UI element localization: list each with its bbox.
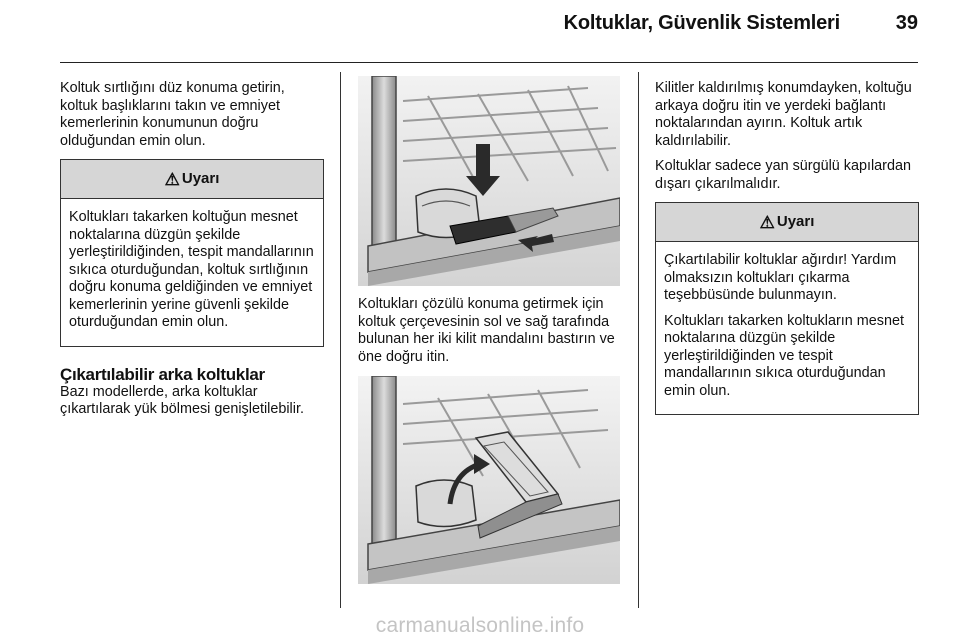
warning-header: [61, 160, 323, 199]
page-number: 39: [895, 12, 918, 34]
warning-triangle-icon: ⚠: [759, 212, 775, 232]
header-rule: [60, 62, 918, 63]
warning-text-install: Koltukları takarken koltukların mesnet noktalarına düzgün şekilde yerleştirildiğinden ve tespit mandallarının sıkıca oturduğundan emin olun.: [664, 312, 904, 399]
warning-text: Koltukları takarken koltuğun mesnet noktalarına düzgün şekilde yerleştirildiğinden, tespit mandallarının sıkıca oturduğundan, koltuk sırtlığının doğru konuma geldiğinden ve emniyet kemerlerinin yerine güvenli şekilde oturduğundan emin olun.: [69, 209, 314, 330]
warning-title: Uyarı: [776, 213, 815, 231]
paragraph-side-doors: Koltuklar sadece yan sürgülü kapılardan dışarı çıkarılmalıdır.: [655, 158, 911, 192]
column-divider: [638, 72, 639, 608]
column-divider: [340, 72, 341, 608]
warning-box: [655, 202, 919, 415]
warning-body: [656, 242, 918, 414]
section-paragraph: Bazı modellerde, arka koltuklar çıkartılarak yük bölmesi genişletilebilir.: [60, 383, 304, 417]
warning-text-heavy: Çıkartılabilir koltuklar ağırdır! Yardım olmaksızın koltukları çıkarma teşebbüsünde bulunmayın.: [664, 252, 897, 303]
column-right: [655, 80, 919, 415]
column-left: [60, 80, 324, 427]
figure-caption: Koltukları çözülü konuma getirmek için koltuk çerçevesinin sol ve sağ tarafında bulunan her iki kilit mandalını bastırın ve öne doğru itin.: [358, 296, 615, 365]
intro-paragraph: Koltuk sırtlığını düz konuma getirin, koltuk başlıklarını takın ve emniyet kemerlerinin konumunun doğru olduğundan emin olun.: [60, 80, 285, 149]
watermark: carmanualsonline.info: [375, 614, 585, 637]
seat-latch-lift-illustration: [358, 376, 620, 584]
paragraph-lift-seat: Kilitler kaldırılmış konumdayken, koltuğu arkaya doğru itin ve yerdeki bağlantı noktalarından ayırın. Koltuk artık kaldırılabilir.: [655, 80, 912, 149]
warning-body: [61, 199, 323, 346]
seat-latch-press-illustration: [358, 76, 620, 286]
warning-box: [60, 159, 324, 347]
column-middle: [358, 80, 620, 594]
page-header-title: Koltuklar, Güvenlik Sistemleri: [563, 12, 840, 34]
warning-header: [656, 203, 918, 242]
warning-title: Uyarı: [181, 170, 220, 188]
section-heading: Çıkartılabilir arka koltuklar: [60, 364, 265, 384]
warning-triangle-icon: ⚠: [164, 169, 180, 189]
